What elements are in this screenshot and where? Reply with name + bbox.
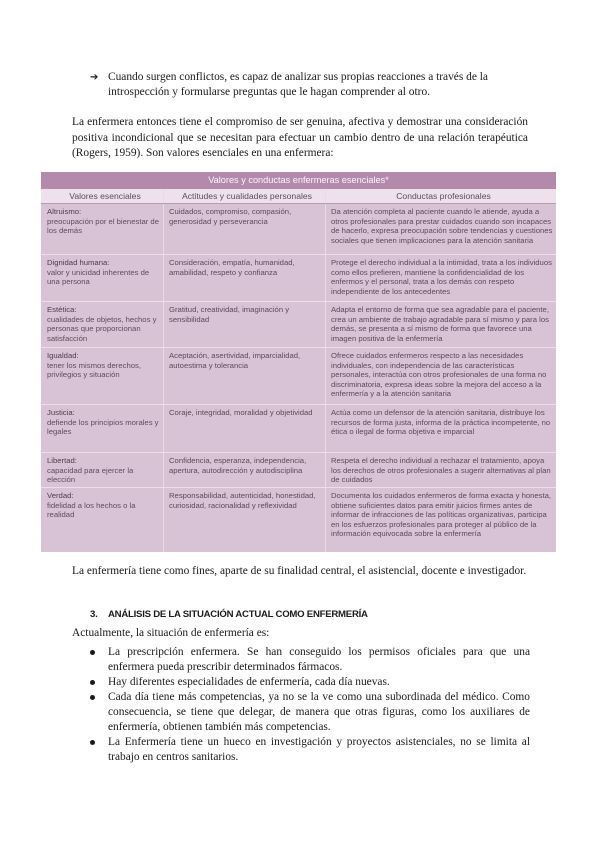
conduct-cell: Documenta los cuidados enfermeros de forma exacta y honesta, obtiene suficientes datos para emitir juicios firmes antes de informar de infracciones de las políticas organizativas, participa en los esfuerzos profesionales para proteger al público de la información equivocada sobre la enfermería [325, 488, 556, 552]
value-name: Estética: [47, 305, 77, 314]
attitudes-cell: Aceptación, asertividad, imparcialidad, autoestima y tolerancia [163, 348, 325, 404]
list-item: La Enfermería tiene un hueco en investigación y proyectos asistenciales, no se limita al trabajo en centros sanitarios. [90, 735, 530, 765]
value-description: capacidad para ejercer la elección [47, 465, 134, 485]
attitudes-cell: Cuidados, compromiso, compasión, generosidad y perseverancia [163, 204, 325, 254]
value-name: Altruismo: [47, 207, 82, 216]
table-row [41, 348, 556, 405]
table-row [41, 453, 556, 488]
table-row [41, 255, 556, 302]
attitudes-cell: Gratitud, creatividad, imaginación y sensibilidad [163, 302, 325, 347]
table-title: Valores y conductas enfermeras esenciales* [41, 172, 556, 189]
list-item: La prescripción enfermera. Se han conseguido los permisos oficiales para que una enfermera pueda prescribir determinados fármacos. [90, 645, 530, 675]
value-name: Dignidad humana: [47, 258, 110, 267]
value-name: Igualdad: [47, 351, 79, 360]
arrow-item-text: Cuando surgen conflictos, es capaz de analizar sus propias reacciones a través de la introspección y formularse preguntas que le hagan comprender al otro. [108, 71, 488, 98]
paragraph-nursing-aims: La enfermería tiene como fines, aparte de su finalidad central, el asistencial, docente e investigador. [72, 565, 527, 577]
paragraph-values-intro: La enfermera entonces tiene el compromiso de ser genuina, afectiva y demostrar una consideración positiva incondicional que se necesitan para efectuar un cambio dentro de una relación terapéutica (Rogers, 1959). Son valores esenciales en una enfermera: [72, 116, 528, 159]
bullet-list [90, 645, 530, 765]
value-description: defiende los principios morales y legales [47, 417, 159, 437]
value-description: valor y unicidad inherentes de una persona [47, 267, 150, 287]
value-description: cualidades de objetos, hechos y personas que proporcionan satisfacción [47, 314, 157, 343]
value-description: preocupación por el bienestar de los demás [47, 216, 159, 236]
arrow-list-item [90, 70, 530, 100]
conduct-cell: Da atención completa al paciente cuando le atiende, ayuda a otros profesionales para prestar cuidados cuando son incapaces de hacerlo, expresa preocupación sobre tendencias y cuestiones sociales que tienen implicaciones para la atención sanitaria [325, 204, 556, 254]
attitudes-cell: Coraje, integridad, moralidad y objetividad [163, 405, 325, 452]
attitudes-cell: Consideración, empatía, humanidad, amabilidad, respeto y confianza [163, 255, 325, 301]
conduct-cell: Adapta el entorno de forma que sea agradable para el paciente, crea un ambiente de trabajo agradable para sí mismo y para los demás, se presenta a sí mismo de forma que favorece una imagen positiva de la enfermería [325, 302, 556, 347]
table-row [41, 204, 556, 255]
table-header-row [41, 189, 556, 204]
table-row [41, 302, 556, 348]
attitudes-cell: Confidencia, esperanza, independencia, apertura, autodirección y autodisciplina [163, 453, 325, 487]
list-item: Cada día tiene más competencias, ya no se la ve como una subordinada del médico. Como consecuencia, se tiene que delegar, de manera que otras figuras, como los auxiliares de enfermería, obtienen también más competencias. [90, 690, 530, 735]
table-row [41, 488, 556, 552]
bullet-icon [90, 680, 95, 685]
conduct-cell: Protege el derecho individual a la intimidad, trata a los individuos como ellos prefieren, mantiene la confidencialidad de los enfermos y el personal, trata a los demás con respeto independiente de los antecedentes [325, 255, 556, 301]
bullet-icon [90, 740, 95, 745]
conduct-cell: Ofrece cuidados enfermeros respecto a las necesidades individuales, con independencia de las características personales, interactúa con otros profesionales de una forma no discriminatoria, expresa ideas sobre la mejora del acceso a la enfermería y a la atención sanitaria [325, 348, 556, 404]
section-number: 3. [90, 609, 98, 620]
table-row [41, 405, 556, 453]
conduct-cell: Respeta el derecho individual a rechazar el tratamiento, apoya los derechos de otros profesionales a sugerir alternativas al plan de cuidados [325, 453, 556, 487]
column-header-values: Valores esenciales [69, 191, 141, 201]
column-header-conduct: Conductas profesionales [325, 189, 556, 203]
section-intro: Actualmente, la situación de enfermería es: [72, 627, 270, 639]
values-table-image [41, 172, 556, 552]
section-heading [90, 609, 368, 620]
bullet-icon [90, 650, 95, 655]
value-description: fidelidad a los hechos o la realidad [47, 500, 136, 520]
value-name: Libertad: [47, 456, 77, 465]
conduct-cell: Actúa como un defensor de la atención sanitaria, distribuye los recursos de forma justa, informa de la práctica incompetente, no ética o ilegal de forma objetiva e imparcial [325, 405, 556, 452]
attitudes-cell: Responsabilidad, autenticidad, honestidad, curiosidad, racionalidad y reflexividad [163, 488, 325, 552]
list-item: Hay diferentes especialidades de enfermería, cada día nuevas. [90, 675, 530, 690]
value-name: Justicia: [47, 408, 75, 417]
value-description: tener los mismos derechos, privilegios y situación [47, 360, 141, 380]
section-title: ANÁLISIS DE LA SITUACIÓN ACTUAL COMO ENFERMERÍA [108, 609, 368, 620]
column-header-attitudes: Actitudes y cualidades personales [163, 189, 325, 203]
arrow-right-icon: ➔ [90, 72, 99, 83]
bullet-icon [90, 695, 95, 700]
value-name: Verdad: [47, 491, 74, 500]
